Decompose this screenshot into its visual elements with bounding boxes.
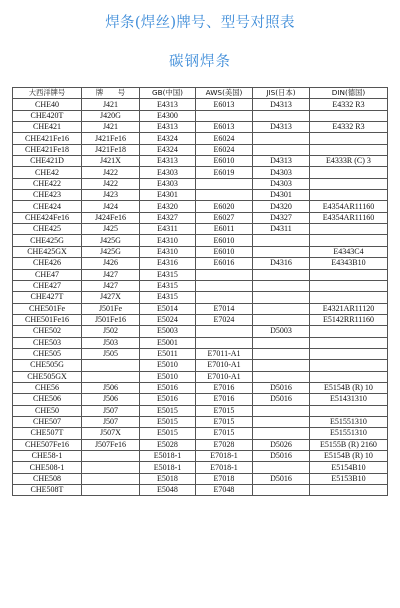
jis-cell — [253, 246, 310, 257]
gb-cell: E4313 — [140, 122, 196, 133]
atlantic-brand-cell: CHE505GX — [13, 371, 82, 382]
col-header-din-germany: DIN(德国) — [310, 88, 388, 99]
table-row — [13, 416, 388, 427]
table-row — [13, 110, 388, 121]
gb-cell: E5011 — [140, 348, 196, 359]
gb-cell: E4310 — [140, 235, 196, 246]
table-row — [13, 473, 388, 484]
table-row — [13, 439, 388, 450]
brand-cell: J422 — [82, 167, 140, 178]
aws-cell: E7010-A1 — [196, 371, 253, 382]
table-row — [13, 156, 388, 167]
aws-cell — [196, 337, 253, 348]
table-row — [13, 122, 388, 133]
table-row — [13, 462, 388, 473]
brand-cell — [82, 473, 140, 484]
atlantic-brand-cell: CHE424 — [13, 201, 82, 212]
table-row — [13, 190, 388, 201]
brand-cell — [82, 485, 140, 496]
atlantic-brand-cell: CHE507T — [13, 428, 82, 439]
gb-cell: E4327 — [140, 212, 196, 223]
jis-cell: D4327 — [253, 212, 310, 223]
table-row — [13, 246, 388, 257]
table-row — [13, 371, 388, 382]
page-title: 焊条(焊丝)牌号、型号对照表 — [105, 15, 295, 31]
jis-cell: D4301 — [253, 190, 310, 201]
jis-cell: D4313 — [253, 122, 310, 133]
din-cell: E4354AR11160 — [310, 201, 388, 212]
gb-cell: E5003 — [140, 326, 196, 337]
din-cell — [310, 167, 388, 178]
din-cell — [310, 280, 388, 291]
atlantic-brand-cell: CHE425 — [13, 224, 82, 235]
col-header-atlantic-brand: 大西洋牌号 — [13, 88, 82, 99]
din-cell — [310, 348, 388, 359]
table-row — [13, 258, 388, 269]
table-row — [13, 99, 388, 110]
brand-cell: J507X — [82, 428, 140, 439]
table-row — [13, 314, 388, 325]
atlantic-brand-cell: CHE427 — [13, 280, 82, 291]
jis-cell — [253, 110, 310, 121]
jis-cell — [253, 348, 310, 359]
aws-cell — [196, 190, 253, 201]
table-row — [13, 178, 388, 189]
jis-cell — [253, 235, 310, 246]
din-cell — [310, 178, 388, 189]
jis-cell: D5016 — [253, 382, 310, 393]
table-row — [13, 337, 388, 348]
brand-cell — [82, 462, 140, 473]
brand-cell — [82, 360, 140, 371]
brand-cell: J424 — [82, 201, 140, 212]
jis-cell: D4316 — [253, 258, 310, 269]
din-cell: E5153B10 — [310, 473, 388, 484]
din-cell — [310, 337, 388, 348]
col-header-aws-usa: AWS(美国) — [196, 88, 253, 99]
gb-cell: E4300 — [140, 110, 196, 121]
aws-cell: E7028 — [196, 439, 253, 450]
brand-cell: J425 — [82, 224, 140, 235]
aws-cell: E7014 — [196, 303, 253, 314]
col-header-brand: 牌 号 — [82, 88, 140, 99]
aws-cell: E7011-A1 — [196, 348, 253, 359]
din-cell: E5142RR11160 — [310, 314, 388, 325]
gb-cell: E4315 — [140, 280, 196, 291]
jis-cell — [253, 462, 310, 473]
table-row — [13, 348, 388, 359]
atlantic-brand-cell: CHE426 — [13, 258, 82, 269]
brand-cell: J425G — [82, 235, 140, 246]
atlantic-brand-cell: CHE40 — [13, 99, 82, 110]
section-subtitle: 碳钢焊条 — [169, 54, 231, 70]
table-row — [13, 292, 388, 303]
gb-cell: E5010 — [140, 360, 196, 371]
gb-cell: E5015 — [140, 405, 196, 416]
atlantic-brand-cell: CHE421D — [13, 156, 82, 167]
table-row — [13, 269, 388, 280]
aws-cell: E7048 — [196, 485, 253, 496]
din-cell: E5154B10 — [310, 462, 388, 473]
din-cell — [310, 485, 388, 496]
aws-cell — [196, 178, 253, 189]
jis-cell — [253, 360, 310, 371]
atlantic-brand-cell: CHE508-1 — [13, 462, 82, 473]
table-row — [13, 485, 388, 496]
table-row — [13, 201, 388, 212]
aws-cell: E7018-1 — [196, 462, 253, 473]
din-cell: E4343B10 — [310, 258, 388, 269]
brand-cell: J505 — [82, 348, 140, 359]
atlantic-brand-cell: CHE423 — [13, 190, 82, 201]
atlantic-brand-cell: CHE422 — [13, 178, 82, 189]
gb-cell: E5016 — [140, 394, 196, 405]
gb-cell: E5015 — [140, 428, 196, 439]
jis-cell — [253, 405, 310, 416]
table-row — [13, 212, 388, 223]
din-cell — [310, 133, 388, 144]
atlantic-brand-cell: CHE58-1 — [13, 451, 82, 462]
jis-cell: D5016 — [253, 394, 310, 405]
atlantic-brand-cell: CHE507Fe16 — [13, 439, 82, 450]
jis-cell — [253, 292, 310, 303]
brand-cell: J424Fe16 — [82, 212, 140, 223]
gb-cell: E4313 — [140, 99, 196, 110]
jis-cell — [253, 485, 310, 496]
gb-cell: E5048 — [140, 485, 196, 496]
atlantic-brand-cell: CHE420T — [13, 110, 82, 121]
table-row — [13, 235, 388, 246]
jis-cell — [253, 416, 310, 427]
brand-cell — [82, 451, 140, 462]
atlantic-brand-cell: CHE421 — [13, 122, 82, 133]
din-cell: E4354AR11160 — [310, 212, 388, 223]
jis-cell — [253, 428, 310, 439]
brand-cell: J421Fe16 — [82, 133, 140, 144]
jis-cell — [253, 337, 310, 348]
din-cell: E4333R (C) 3 — [310, 156, 388, 167]
atlantic-brand-cell: CHE502 — [13, 326, 82, 337]
din-cell — [310, 326, 388, 337]
table-row — [13, 451, 388, 462]
gb-cell: E5014 — [140, 303, 196, 314]
aws-cell: E6013 — [196, 99, 253, 110]
jis-cell — [253, 371, 310, 382]
atlantic-brand-cell: CHE505 — [13, 348, 82, 359]
aws-cell: E6010 — [196, 156, 253, 167]
atlantic-brand-cell: CHE424Fe16 — [13, 212, 82, 223]
gb-cell: E4324 — [140, 133, 196, 144]
atlantic-brand-cell: CHE503 — [13, 337, 82, 348]
atlantic-brand-cell: CHE56 — [13, 382, 82, 393]
gb-cell: E4315 — [140, 269, 196, 280]
gb-cell: E5018-1 — [140, 462, 196, 473]
brand-cell: J427 — [82, 269, 140, 280]
brand-cell: J506 — [82, 382, 140, 393]
din-cell: E4332 R3 — [310, 99, 388, 110]
electrode-comparison-table — [12, 87, 388, 496]
brand-cell: J425G — [82, 246, 140, 257]
atlantic-brand-cell: CHE42 — [13, 167, 82, 178]
jis-cell — [253, 280, 310, 291]
aws-cell — [196, 269, 253, 280]
brand-cell: J421 — [82, 99, 140, 110]
aws-cell: E6024 — [196, 144, 253, 155]
brand-cell: J426 — [82, 258, 140, 269]
gb-cell: E4301 — [140, 190, 196, 201]
brand-cell: J503 — [82, 337, 140, 348]
din-cell — [310, 190, 388, 201]
table-row — [13, 280, 388, 291]
din-cell — [310, 405, 388, 416]
din-cell — [310, 269, 388, 280]
jis-cell: D4311 — [253, 224, 310, 235]
brand-cell: J421 — [82, 122, 140, 133]
table-row — [13, 428, 388, 439]
aws-cell: E6010 — [196, 246, 253, 257]
aws-cell: E7018-1 — [196, 451, 253, 462]
din-cell: E51551310 — [310, 428, 388, 439]
gb-cell: E5024 — [140, 314, 196, 325]
jis-cell: D5016 — [253, 451, 310, 462]
din-cell: E4332 R3 — [310, 122, 388, 133]
brand-cell: J421X — [82, 156, 140, 167]
aws-cell: E6020 — [196, 201, 253, 212]
atlantic-brand-cell: CHE50 — [13, 405, 82, 416]
jis-cell: D4320 — [253, 201, 310, 212]
gb-cell: E5018-1 — [140, 451, 196, 462]
aws-cell: E7010-A1 — [196, 360, 253, 371]
gb-cell: E5016 — [140, 382, 196, 393]
jis-cell — [253, 314, 310, 325]
table-row — [13, 167, 388, 178]
brand-cell: J501Fe — [82, 303, 140, 314]
atlantic-brand-cell: CHE47 — [13, 269, 82, 280]
gb-cell: E4313 — [140, 156, 196, 167]
jis-cell: D5016 — [253, 473, 310, 484]
jis-cell — [253, 144, 310, 155]
jis-cell: D4313 — [253, 156, 310, 167]
table-header-row — [13, 88, 388, 99]
din-cell: E51431310 — [310, 394, 388, 405]
table-row — [13, 144, 388, 155]
gb-cell: E4303 — [140, 178, 196, 189]
aws-cell: E6024 — [196, 133, 253, 144]
gb-cell: E4310 — [140, 246, 196, 257]
gb-cell: E5028 — [140, 439, 196, 450]
jis-cell — [253, 303, 310, 314]
atlantic-brand-cell: CHE501Fe16 — [13, 314, 82, 325]
atlantic-brand-cell: CHE427T — [13, 292, 82, 303]
table-row — [13, 133, 388, 144]
brand-cell: J420G — [82, 110, 140, 121]
brand-cell: J421Fe18 — [82, 144, 140, 155]
aws-cell — [196, 110, 253, 121]
aws-cell: E7016 — [196, 382, 253, 393]
table-row — [13, 394, 388, 405]
jis-cell — [253, 133, 310, 144]
table-body — [13, 99, 388, 496]
gb-cell: E4303 — [140, 167, 196, 178]
aws-cell: E6027 — [196, 212, 253, 223]
brand-cell: J427X — [82, 292, 140, 303]
gb-cell: E4311 — [140, 224, 196, 235]
aws-cell: E7016 — [196, 394, 253, 405]
aws-cell: E6019 — [196, 167, 253, 178]
atlantic-brand-cell: CHE501Fe — [13, 303, 82, 314]
aws-cell — [196, 326, 253, 337]
din-cell — [310, 110, 388, 121]
jis-cell: D4303 — [253, 178, 310, 189]
brand-cell: J423 — [82, 190, 140, 201]
gb-cell: E5001 — [140, 337, 196, 348]
din-cell: E5155B (R) 2160 — [310, 439, 388, 450]
gb-cell: E5015 — [140, 416, 196, 427]
din-cell: E4343C4 — [310, 246, 388, 257]
brand-cell: J501Fe16 — [82, 314, 140, 325]
din-cell: E4321AR11120 — [310, 303, 388, 314]
aws-cell: E7018 — [196, 473, 253, 484]
aws-cell — [196, 292, 253, 303]
brand-cell: J427 — [82, 280, 140, 291]
atlantic-brand-cell: CHE425G — [13, 235, 82, 246]
brand-cell: J507 — [82, 405, 140, 416]
jis-cell: D5026 — [253, 439, 310, 450]
atlantic-brand-cell: CHE505G — [13, 360, 82, 371]
table-row — [13, 360, 388, 371]
aws-cell: E6010 — [196, 235, 253, 246]
din-cell — [310, 371, 388, 382]
brand-cell — [82, 371, 140, 382]
atlantic-brand-cell: CHE506 — [13, 394, 82, 405]
jis-cell: D4313 — [253, 99, 310, 110]
jis-cell: D4303 — [253, 167, 310, 178]
jis-cell: D5003 — [253, 326, 310, 337]
atlantic-brand-cell: CHE507 — [13, 416, 82, 427]
atlantic-brand-cell: CHE421Fe16 — [13, 133, 82, 144]
jis-cell — [253, 269, 310, 280]
col-header-gb-china: GB(中国) — [140, 88, 196, 99]
din-cell: E5154B (R) 10 — [310, 382, 388, 393]
aws-cell: E6013 — [196, 122, 253, 133]
atlantic-brand-cell: CHE421Fe18 — [13, 144, 82, 155]
aws-cell: E6016 — [196, 258, 253, 269]
gb-cell: E4315 — [140, 292, 196, 303]
brand-cell: J422 — [82, 178, 140, 189]
aws-cell: E7015 — [196, 416, 253, 427]
table-row — [13, 405, 388, 416]
din-cell — [310, 360, 388, 371]
gb-cell: E4320 — [140, 201, 196, 212]
aws-cell: E7015 — [196, 405, 253, 416]
table-row — [13, 382, 388, 393]
atlantic-brand-cell: CHE508 — [13, 473, 82, 484]
atlantic-brand-cell: CHE425GX — [13, 246, 82, 257]
din-cell: E51551310 — [310, 416, 388, 427]
atlantic-brand-cell: CHE508T — [13, 485, 82, 496]
gb-cell: E4316 — [140, 258, 196, 269]
din-cell — [310, 292, 388, 303]
aws-cell — [196, 280, 253, 291]
gb-cell: E5010 — [140, 371, 196, 382]
table-row — [13, 326, 388, 337]
gb-cell: E4324 — [140, 144, 196, 155]
col-header-jis-japan: JIS(日本) — [253, 88, 310, 99]
aws-cell: E6011 — [196, 224, 253, 235]
brand-cell: J506 — [82, 394, 140, 405]
aws-cell: E7024 — [196, 314, 253, 325]
brand-cell: J507Fe16 — [82, 439, 140, 450]
din-cell — [310, 144, 388, 155]
din-cell: E5154B (R) 10 — [310, 451, 388, 462]
din-cell — [310, 235, 388, 246]
din-cell — [310, 224, 388, 235]
aws-cell: E7015 — [196, 428, 253, 439]
table-row — [13, 224, 388, 235]
brand-cell: J507 — [82, 416, 140, 427]
gb-cell: E5018 — [140, 473, 196, 484]
table-row — [13, 303, 388, 314]
brand-cell: J502 — [82, 326, 140, 337]
